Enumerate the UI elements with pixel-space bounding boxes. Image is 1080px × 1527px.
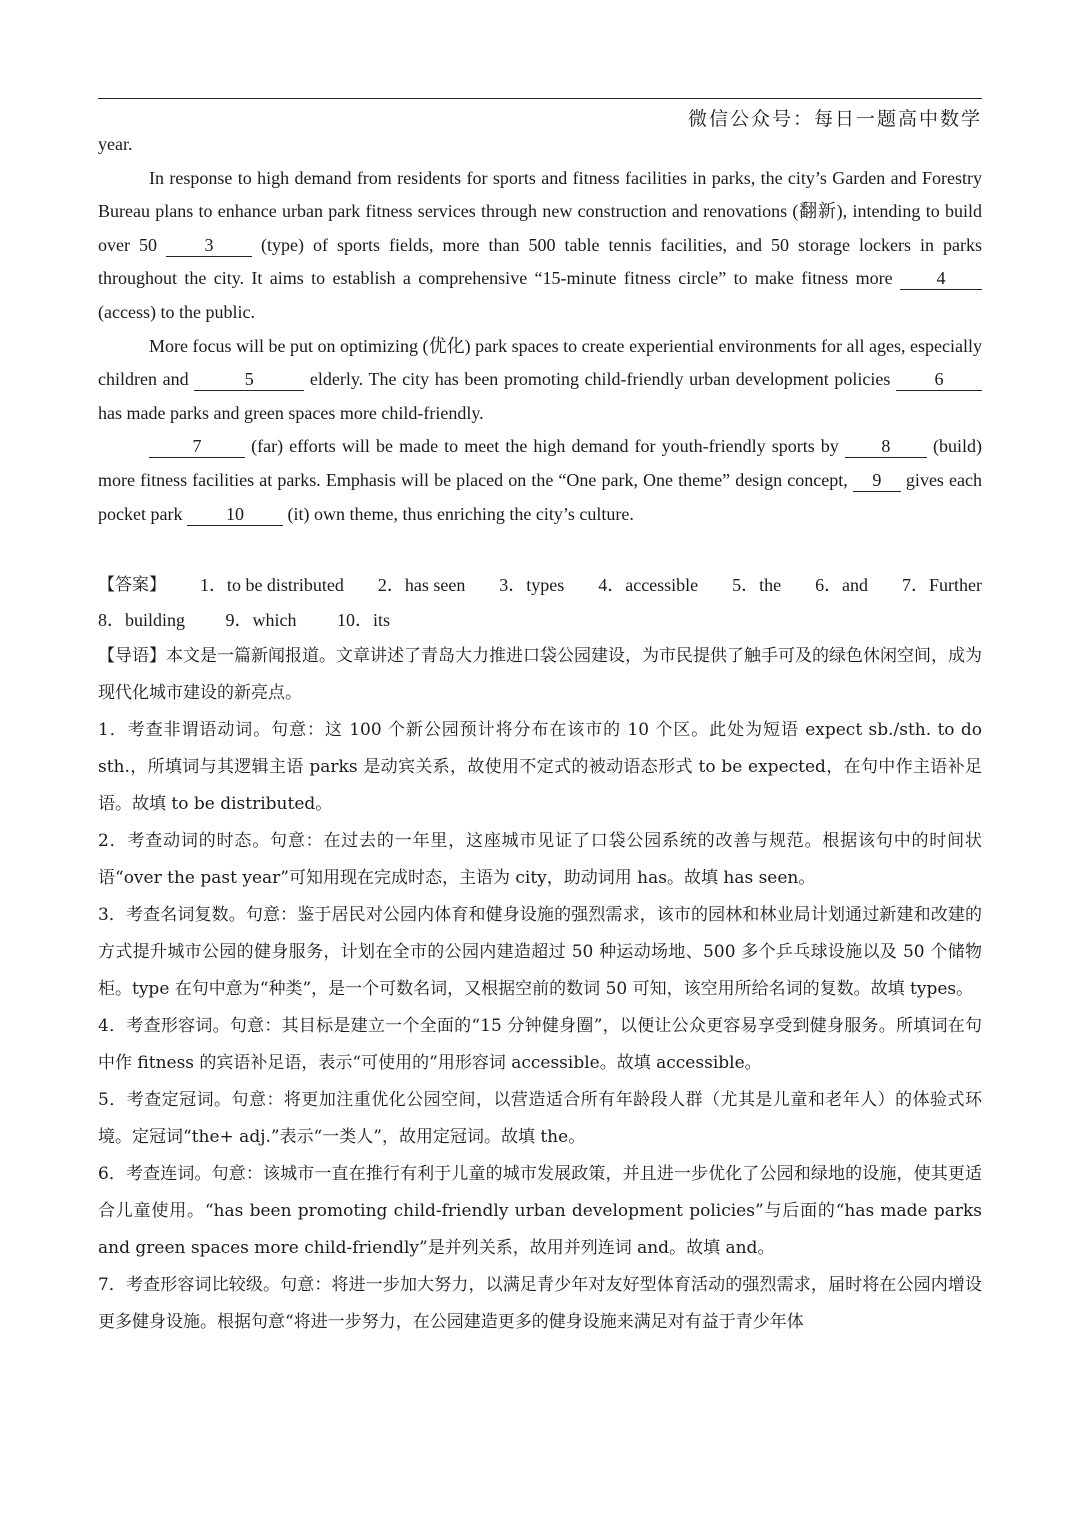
answer-label: 【答案】 <box>98 575 166 596</box>
passage-text: (build) more fitness facilities at parks. Emphasis will be placed on the “One park, One theme” design concept, <box>98 436 982 490</box>
passage-text: (access) to the public. <box>98 301 255 322</box>
answer-item: 1．to be distributed <box>199 575 344 596</box>
passage-paragraph-2 <box>98 330 982 431</box>
passage-text: has made parks and green spaces more child-friendly. <box>98 402 484 423</box>
blank-5: 5 <box>194 368 304 391</box>
passage-text: More focus will be put on optimizing (优化) park spaces to create experiential environments for all ages, especially children and <box>98 335 982 390</box>
passage-text: (it) own theme, thus enriching the city’s culture. <box>282 503 634 524</box>
passage-paragraph-3 <box>98 430 982 531</box>
explanation-4: 4．考查形容词。句意：其目标是建立一个全面的“15 分钟健身圈”，以便让公众更容易享受到健身服务。所填词在句中作 fitness 的宾语补足语，表示“可使用的”用形容词 accessible。故填 accessible。 <box>98 1016 982 1074</box>
guide-text: 本文是一篇新闻报道。文章讲述了青岛大力推进口袋公园建设，为市民提供了触手可及的绿色休闲空间，成为现代化城市建设的新亮点。 <box>98 646 982 704</box>
blank-4: 4 <box>900 267 982 290</box>
answer-key-row <box>98 568 982 603</box>
answer-item: 3．types <box>499 575 565 596</box>
blank-8: 8 <box>845 435 927 458</box>
passage-fragment: year. <box>98 134 133 154</box>
explanation-6: 6．考查连词。句意：该城市一直在推行有利于儿童的城市发展政策，并且进一步优化了公园和绿地的设施，使其更适合儿童使用。“has been promoting child-friendly urban development policies”与后面的“has made parks and green spaces more child-friendly”是并列关系，故用并列连词 and。故填 and。 <box>98 1164 982 1259</box>
answer-key-row-2 <box>98 603 982 638</box>
guide-label: 【导语】 <box>98 646 166 667</box>
blank-10: 10 <box>187 503 283 526</box>
explanation-3: 3．考查名词复数。句意：鉴于居民对公园内体育和健身设施的强烈需求，该市的园林和林业局计划通过新建和改建的方式提升城市公园的健身服务，计划在全市的公园内建造超过 50 种运动场地、500 多个乒乓球设施以及 50 个储物柜。type 在句中意为“种类”，是一个可数名词，又根据空前的数词 50 可知，该空用所给名词的复数。故填 types。 <box>98 905 982 1000</box>
passage-text: (far) efforts will be made to meet the high demand for youth-friendly sports by <box>245 436 845 457</box>
header-rule <box>98 98 982 99</box>
answer-item: 9．which <box>225 610 297 631</box>
explanation-1: 1．考查非谓语动词。句意：这 100 个新公园预计将分布在该市的 10 个区。此处为短语 expect sb./sth. to do sth.，所填词与其逻辑主语 parks 是动宾关系，故使用不定式的被动语态形式 to be expected，在句中作主语补足语。故填 to be distributed。 <box>98 720 982 815</box>
explanation-2: 2．考查动词的时态。句意：在过去的一年里，这座城市见证了口袋公园系统的改善与规范。根据该句中的时间状语“over the past year”可知用现在完成时态，主语为 city，助动词用 has。故填 has seen。 <box>98 831 982 889</box>
answer-item: 8．building <box>98 610 186 631</box>
passage-text: (type) of sports fields, more than 500 table tennis facilities, and 50 storage lockers in parks throughout the city. It aims to establish a comprehensive “15-minute fitness circle” to make fitness more <box>98 234 983 289</box>
explanation-5: 5．考查定冠词。句意：将更加注重优化公园空间，以营造适合所有年龄段人群（尤其是儿童和老年人）的体验式环境。定冠词“the+ adj.”表示“一类人”，故用定冠词。故填 the。 <box>98 1090 982 1148</box>
document-body <box>98 128 982 1341</box>
explanation-7: 7．考查形容词比较级。句意：将进一步加大努力，以满足青少年对友好型体育活动的强烈需求，届时将在公园内增设更多健身设施。根据句意“将进一步努力，在公园建造更多的健身设施来满足对有益于青少年体 <box>98 1275 982 1333</box>
answer-item: 5．the <box>732 575 782 596</box>
blank-7: 7 <box>149 435 245 458</box>
answer-item: 6．and <box>815 575 869 596</box>
passage-text: gives each pocket park <box>98 469 982 524</box>
header-watermark: 微信公众号：每日一题高中数学 <box>687 108 982 130</box>
passage-text: In response to high demand from residents for sports and fitness facilities in parks, the city’s Garden and Forestry Bureau plans to enhance urban park fitness services through new construction and renovations (翻新), intending to build over 50 <box>98 167 982 255</box>
answer-item: 10．its <box>337 610 391 631</box>
answer-item: 4．accessible <box>598 575 699 596</box>
blank-3: 3 <box>166 234 252 257</box>
blank-9: 9 <box>853 469 901 492</box>
passage-paragraph-1 <box>98 162 982 330</box>
guide-paragraph <box>98 638 982 712</box>
answer-item: 7．Further <box>902 575 982 596</box>
blank-6: 6 <box>896 368 982 391</box>
answer-item: 2．has seen <box>377 575 466 596</box>
passage-text: elderly. The city has been promoting child-friendly urban development policies <box>304 369 896 390</box>
